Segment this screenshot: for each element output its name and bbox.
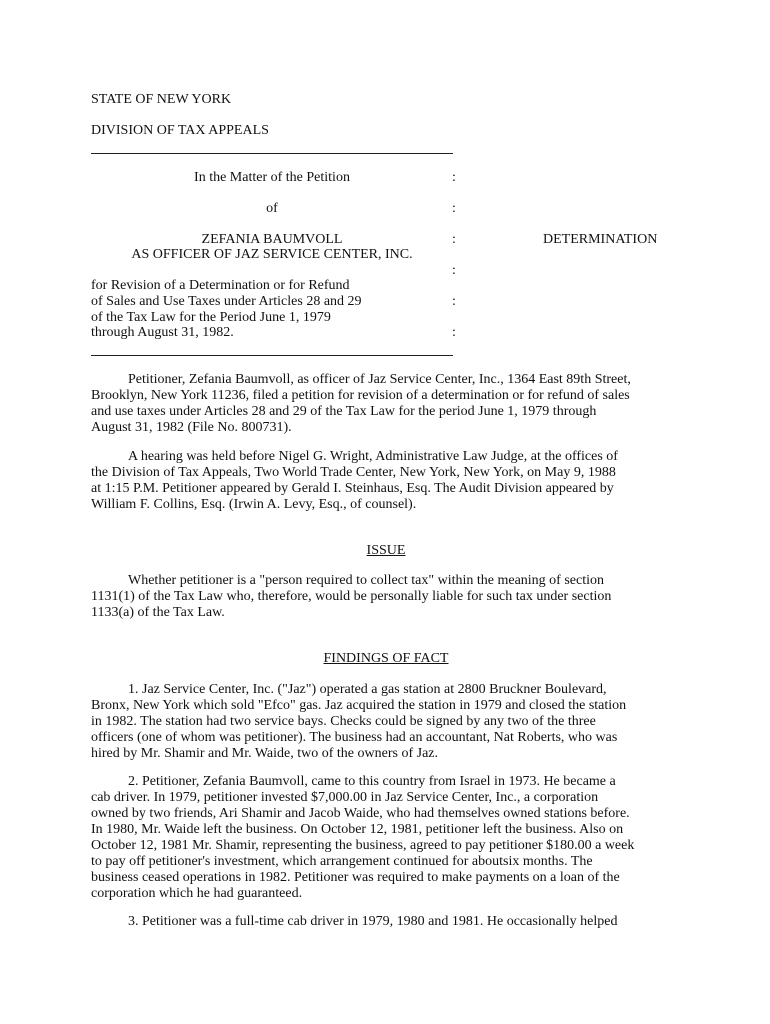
paragraph-hearing	[91, 449, 681, 513]
text-line: officers (one of whom was petitioner). The business had an accountant, Nat Roberts, who was	[91, 730, 618, 745]
issue-heading	[91, 543, 681, 559]
caption-matter: In the Matter of the Petition	[194, 170, 350, 185]
paragraph-issue	[91, 573, 681, 621]
text-line: cab driver. In 1979, petitioner invested $7,000.00 in Jaz Service Center, Inc., a corporation	[91, 790, 599, 805]
text-line: Brooklyn, New York 11236, filed a petition for revision of a determination or for refund of sales	[91, 388, 630, 403]
division-heading: DIVISION OF TAX APPEALS	[91, 123, 269, 138]
text-line: 1131(1) of the Tax Law who, therefore, would be personally liable for such tax under section	[91, 589, 612, 604]
findings-heading-text: FINDINGS OF FACT	[323, 651, 449, 666]
caption-of: of	[266, 201, 278, 216]
caption-colon: :	[452, 201, 456, 216]
petitioner-name: ZEFANIA BAUMVOLL	[201, 232, 343, 247]
finding-1	[91, 682, 681, 762]
text-line: hired by Mr. Shamir and Mr. Waide, two of the owners of Jaz.	[91, 746, 438, 761]
text-line: and use taxes under Articles 28 and 29 of the Tax Law for the period June 1, 1979 through	[91, 404, 597, 419]
text-line: the Division of Tax Appeals, Two World Trade Center, New York, New York, on May 9, 1988	[91, 465, 616, 480]
text-line: Bronx, New York which sold "Efco" gas. Jaz acquired the station in 1979 and closed the station	[91, 698, 627, 713]
revision-line: through August 31, 1982.	[91, 325, 234, 340]
revision-line: of the Tax Law for the Period June 1, 1979	[91, 310, 331, 325]
state-heading: STATE OF NEW YORK	[91, 92, 232, 107]
text-line: to pay off petitioner's investment, which arrangement continued for aboutsix months. The	[91, 854, 593, 869]
finding-3	[91, 914, 681, 930]
text-line: William F. Collins, Esq. (Irwin A. Levy, Esq., of counsel).	[91, 497, 417, 512]
text-line: 3. Petitioner was a full-time cab driver in 1979, 1980 and 1981. He occasionally helped	[128, 914, 618, 929]
text-line: at 1:15 P.M. Petitioner appeared by Gerald I. Steinhaus, Esq. The Audit Division appeared by	[91, 481, 614, 496]
caption-colon: :	[452, 325, 456, 340]
text-line: Whether petitioner is a "person required to collect tax" within the meaning of section	[128, 573, 604, 588]
text-line: corporation which he had guaranteed.	[91, 886, 303, 901]
paragraph-petition	[91, 372, 681, 436]
caption-colon: :	[452, 232, 456, 247]
text-line: Petitioner, Zefania Baumvoll, as officer of Jaz Service Center, Inc., 1364 East 89th Street,	[128, 372, 631, 387]
text-line: October 12, 1981 Mr. Shamir, representing the business, agreed to pay petitioner $180.00 a week	[91, 838, 635, 853]
text-line: A hearing was held before Nigel G. Wright, Administrative Law Judge, at the offices of	[128, 449, 618, 464]
text-line: business ceased operations in 1982. Petitioner was required to make payments on a loan of the	[91, 870, 620, 885]
caption-colon: :	[452, 263, 456, 278]
caption-colon: :	[452, 170, 456, 185]
text-line: August 31, 1982 (File No. 800731).	[91, 420, 292, 435]
findings-heading	[91, 651, 681, 667]
issue-heading-text: ISSUE	[366, 543, 406, 558]
text-line: 1133(a) of the Tax Law.	[91, 605, 225, 620]
text-line: owned by two friends, Ari Shamir and Jacob Waide, who had themselves owned stations before.	[91, 806, 630, 821]
text-line: in 1982. The station had two service bays. Checks could be signed by any two of the three	[91, 714, 596, 729]
text-line: 1. Jaz Service Center, Inc. ("Jaz") operated a gas station at 2800 Bruckner Boulevard,	[128, 682, 607, 697]
petitioner-capacity: AS OFFICER OF JAZ SERVICE CENTER, INC.	[131, 247, 413, 262]
finding-2	[91, 774, 681, 902]
text-line: 2. Petitioner, Zefania Baumvoll, came to this country from Israel in 1973. He became a	[128, 774, 616, 789]
revision-line: for Revision of a Determination or for Refund	[91, 278, 350, 293]
revision-line: of Sales and Use Taxes under Articles 28 and 29	[91, 294, 362, 309]
caption-bottom-rule	[91, 355, 453, 356]
text-line: In 1980, Mr. Waide left the business. On October 12, 1981, petitioner left the business. Also on	[91, 822, 624, 837]
caption-colon: :	[452, 294, 456, 309]
determination-title: DETERMINATION	[543, 232, 658, 247]
caption-top-rule	[91, 153, 453, 154]
